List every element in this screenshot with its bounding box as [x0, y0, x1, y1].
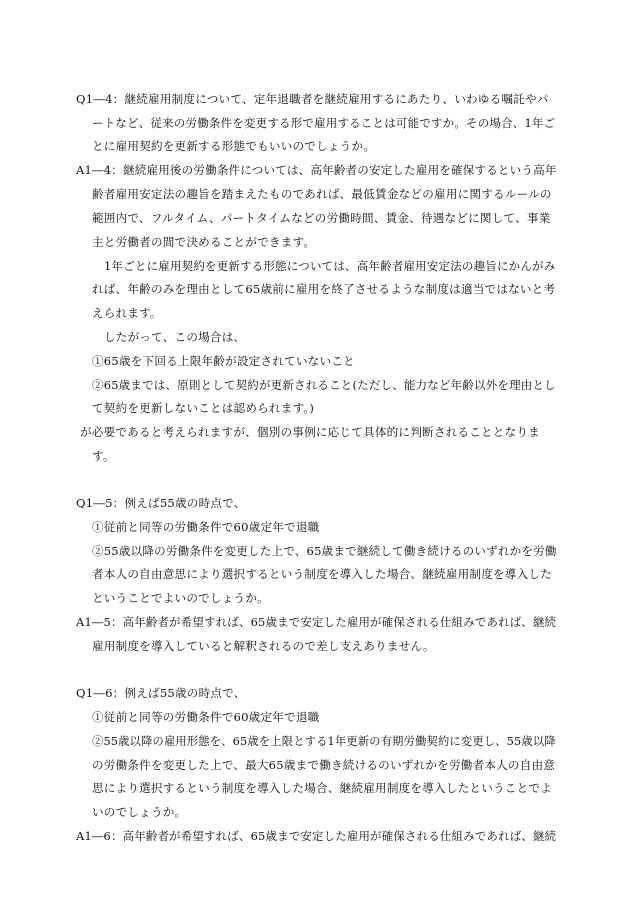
q5-question-line-4: 者本人の自由意思により選択するという制度を導入した場合、継続雇用制度を導入した [92, 567, 552, 581]
q4-answer-line-10: ②65歳までは、原則として契約が更新されること(ただし、能力など年齢以外を理由とし [92, 378, 556, 392]
q5-question-line-3: ②55歳以降の労働条件を変更した上で、65歳まで継続して働き続けるのいずれかを労働 [92, 544, 557, 558]
q4-question-line-2: ートなど、従来の労働条件を変更する形で雇用することは可能ですか。その場合、1年ご [92, 116, 556, 130]
q4-answer-line-1: A1―4：継続雇用後の労働条件については、高年齢者の安定した雇用を確保するという高年 [76, 163, 557, 177]
q5-answer-line-2: 雇用制度を導入していると解釈されるので差し支えありません。 [92, 639, 435, 653]
q6-question-line-4: の労働条件を変更した上で、最大65歳まで働き続けるのいずれかを労働者本人の自由意 [92, 758, 556, 772]
q6-question-line-6: いのでしょうか。 [92, 805, 187, 819]
q5-answer-line-1: A1―5：高年齢者が希望すれば、65歳まで安定した雇用が確保される仕組みであれば、継続 [76, 615, 557, 629]
q4-answer-line-4: 主と労働者の間で決めることができます。 [92, 235, 316, 249]
q6-question-line-1: Q1―6：例えば55歳の時点で、 [76, 686, 246, 700]
q4-answer-line-9: ①65歳を下回る上限年齢が設定されていないこと [92, 354, 355, 368]
q4-answer-line-12: が必要であると考えられますが、個別の事例に応じて具体的に判断されることとなりま [80, 425, 540, 439]
q4-answer-line-2: 齢者雇用安定法の趣旨を踏まえたものであれば、最低賃金などの雇用に関するルールの [92, 187, 552, 201]
q4-question-line-3: とに雇用契約を更新する形態でもいいのでしょうか。 [92, 139, 376, 153]
q4-answer-line-13: す。 [92, 449, 115, 463]
q5-question-line-5: ということでよいのでしょうか。 [92, 591, 269, 605]
q4-answer-line-3: 範囲内で、フルタイム、パートタイムなどの労働時間、賃金、待遇などに関して、事業 [92, 211, 551, 225]
q4-answer-line-7: えられます。 [92, 306, 162, 320]
q4-question-line-1: Q1―4：継続雇用制度について、定年退職者を継続雇用するにあたり、いわゆる嘱託やパ [76, 92, 549, 106]
q5-question-line-2: ①従前と同等の労働条件で60歳定年で退職 [92, 520, 320, 534]
q5-question-line-1: Q1―5：例えば55歳の時点で、 [76, 496, 246, 510]
q4-answer-line-8: したがって、この場合は、 [104, 330, 246, 344]
q6-question-line-5: 思により選択するという制度を導入した場合、継続雇用制度を導入したということでよ [92, 781, 552, 795]
q4-answer-line-6: れば、年齢のみを理由として65歳前に雇用を終了させるような制度は適当ではないと考 [92, 282, 556, 296]
q6-question-line-3: ②55歳以降の雇用形態を、65歳を上限とする1年更新の有期労働契約に変更し、55歳以降 [92, 734, 556, 748]
q4-answer-line-5: 1年ごとに雇用契約を更新する形態については、高年齢者雇用安定法の趣旨にかんがみ [104, 259, 556, 273]
q6-question-line-2: ①従前と同等の労働条件で60歳定年で退職 [92, 710, 320, 724]
q6-answer-line-1: A1―6：高年齢者が希望すれば、65歳まで安定した雇用が確保される仕組みであれば、継続 [76, 829, 557, 843]
q4-answer-line-11: て契約を更新しないことは認められます。) [92, 401, 315, 415]
